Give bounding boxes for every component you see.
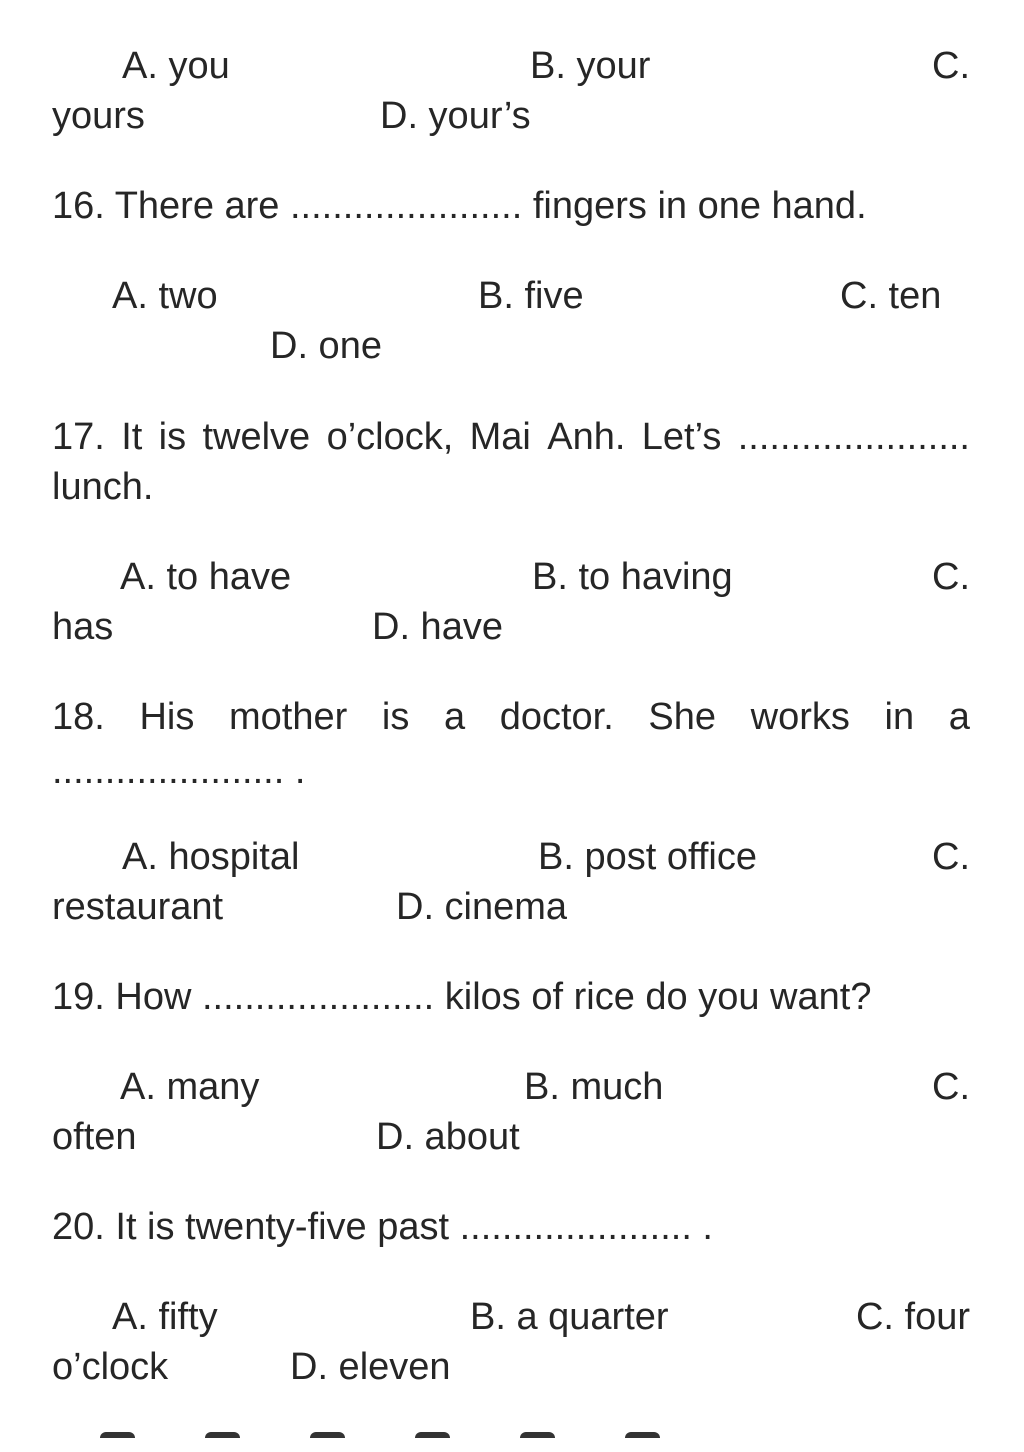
q17-option-c-continued: has bbox=[52, 606, 114, 648]
q19-option-b: B. much bbox=[524, 1066, 664, 1108]
q17-blank: ...................... bbox=[737, 416, 970, 458]
q17-option-c: C. bbox=[932, 556, 970, 598]
q15-option-d: D. your’s bbox=[380, 95, 531, 137]
q17-word: o’clock, bbox=[326, 416, 454, 458]
q20-option-c-continued: o’clock bbox=[52, 1346, 169, 1388]
q17-word: It bbox=[121, 416, 143, 458]
q17-word: Mai bbox=[469, 416, 531, 458]
q20-option-d: D. eleven bbox=[290, 1346, 451, 1388]
q19-stem: 19. How ...................... kilos of rice do you want? bbox=[52, 976, 872, 1018]
q18-word: a bbox=[443, 696, 466, 738]
q16-option-b: B. five bbox=[478, 275, 584, 317]
q18-word: She bbox=[648, 696, 717, 738]
q19-option-d: D. about bbox=[376, 1116, 520, 1158]
q20-option-b: B. a quarter bbox=[470, 1296, 669, 1338]
q17-stem bbox=[52, 418, 970, 456]
q17-word: 17. bbox=[52, 416, 105, 458]
cut-off-next-line bbox=[100, 1432, 660, 1446]
q19-option-a: A. many bbox=[120, 1066, 260, 1108]
q17-word: Anh. bbox=[547, 416, 626, 458]
q16-option-c: C. ten bbox=[840, 275, 942, 317]
q17-option-d: D. have bbox=[372, 606, 503, 648]
q18-word: 18. bbox=[52, 696, 105, 738]
q17-option-b: B. to having bbox=[532, 556, 733, 598]
q18-blank: ...................... . bbox=[52, 750, 306, 792]
q18-option-a: A. hospital bbox=[122, 836, 300, 878]
q18-word: doctor. bbox=[499, 696, 614, 738]
q17-word: twelve bbox=[202, 416, 311, 458]
q18-word: works bbox=[750, 696, 850, 738]
q15-option-b: B. your bbox=[530, 45, 651, 87]
q17-option-a: A. to have bbox=[120, 556, 292, 598]
q15-option-c-continued: yours bbox=[52, 95, 145, 137]
q18-word: mother bbox=[228, 696, 348, 738]
q18-word: in bbox=[884, 696, 915, 738]
q16-stem: 16. There are ...................... fingers in one hand. bbox=[52, 185, 867, 227]
q18-option-c: C. bbox=[932, 836, 970, 878]
q15-option-c: C. bbox=[932, 45, 970, 87]
q18-word: His bbox=[139, 696, 195, 738]
q18-option-c-continued: restaurant bbox=[52, 886, 224, 928]
q18-word: is bbox=[381, 696, 410, 738]
q18-stem bbox=[52, 698, 970, 736]
q19-option-c: C. bbox=[932, 1066, 970, 1108]
q20-option-c: C. four bbox=[855, 1296, 970, 1338]
q18-option-b: B. post office bbox=[538, 836, 757, 878]
q17-stem-continued: lunch. bbox=[52, 466, 154, 508]
q18-option-d: D. cinema bbox=[396, 886, 568, 928]
q17-word: Let’s bbox=[641, 416, 722, 458]
q18-word: a bbox=[948, 696, 970, 738]
q16-option-a: A. two bbox=[112, 275, 218, 317]
q17-word: is bbox=[158, 416, 187, 458]
q15-option-a: A. you bbox=[122, 45, 230, 87]
q20-option-a: A. fifty bbox=[112, 1296, 218, 1338]
q16-option-d: D. one bbox=[270, 325, 382, 367]
q20-stem: 20. It is twenty-five past ...................... . bbox=[52, 1206, 713, 1248]
q19-option-c-continued: often bbox=[52, 1116, 137, 1158]
